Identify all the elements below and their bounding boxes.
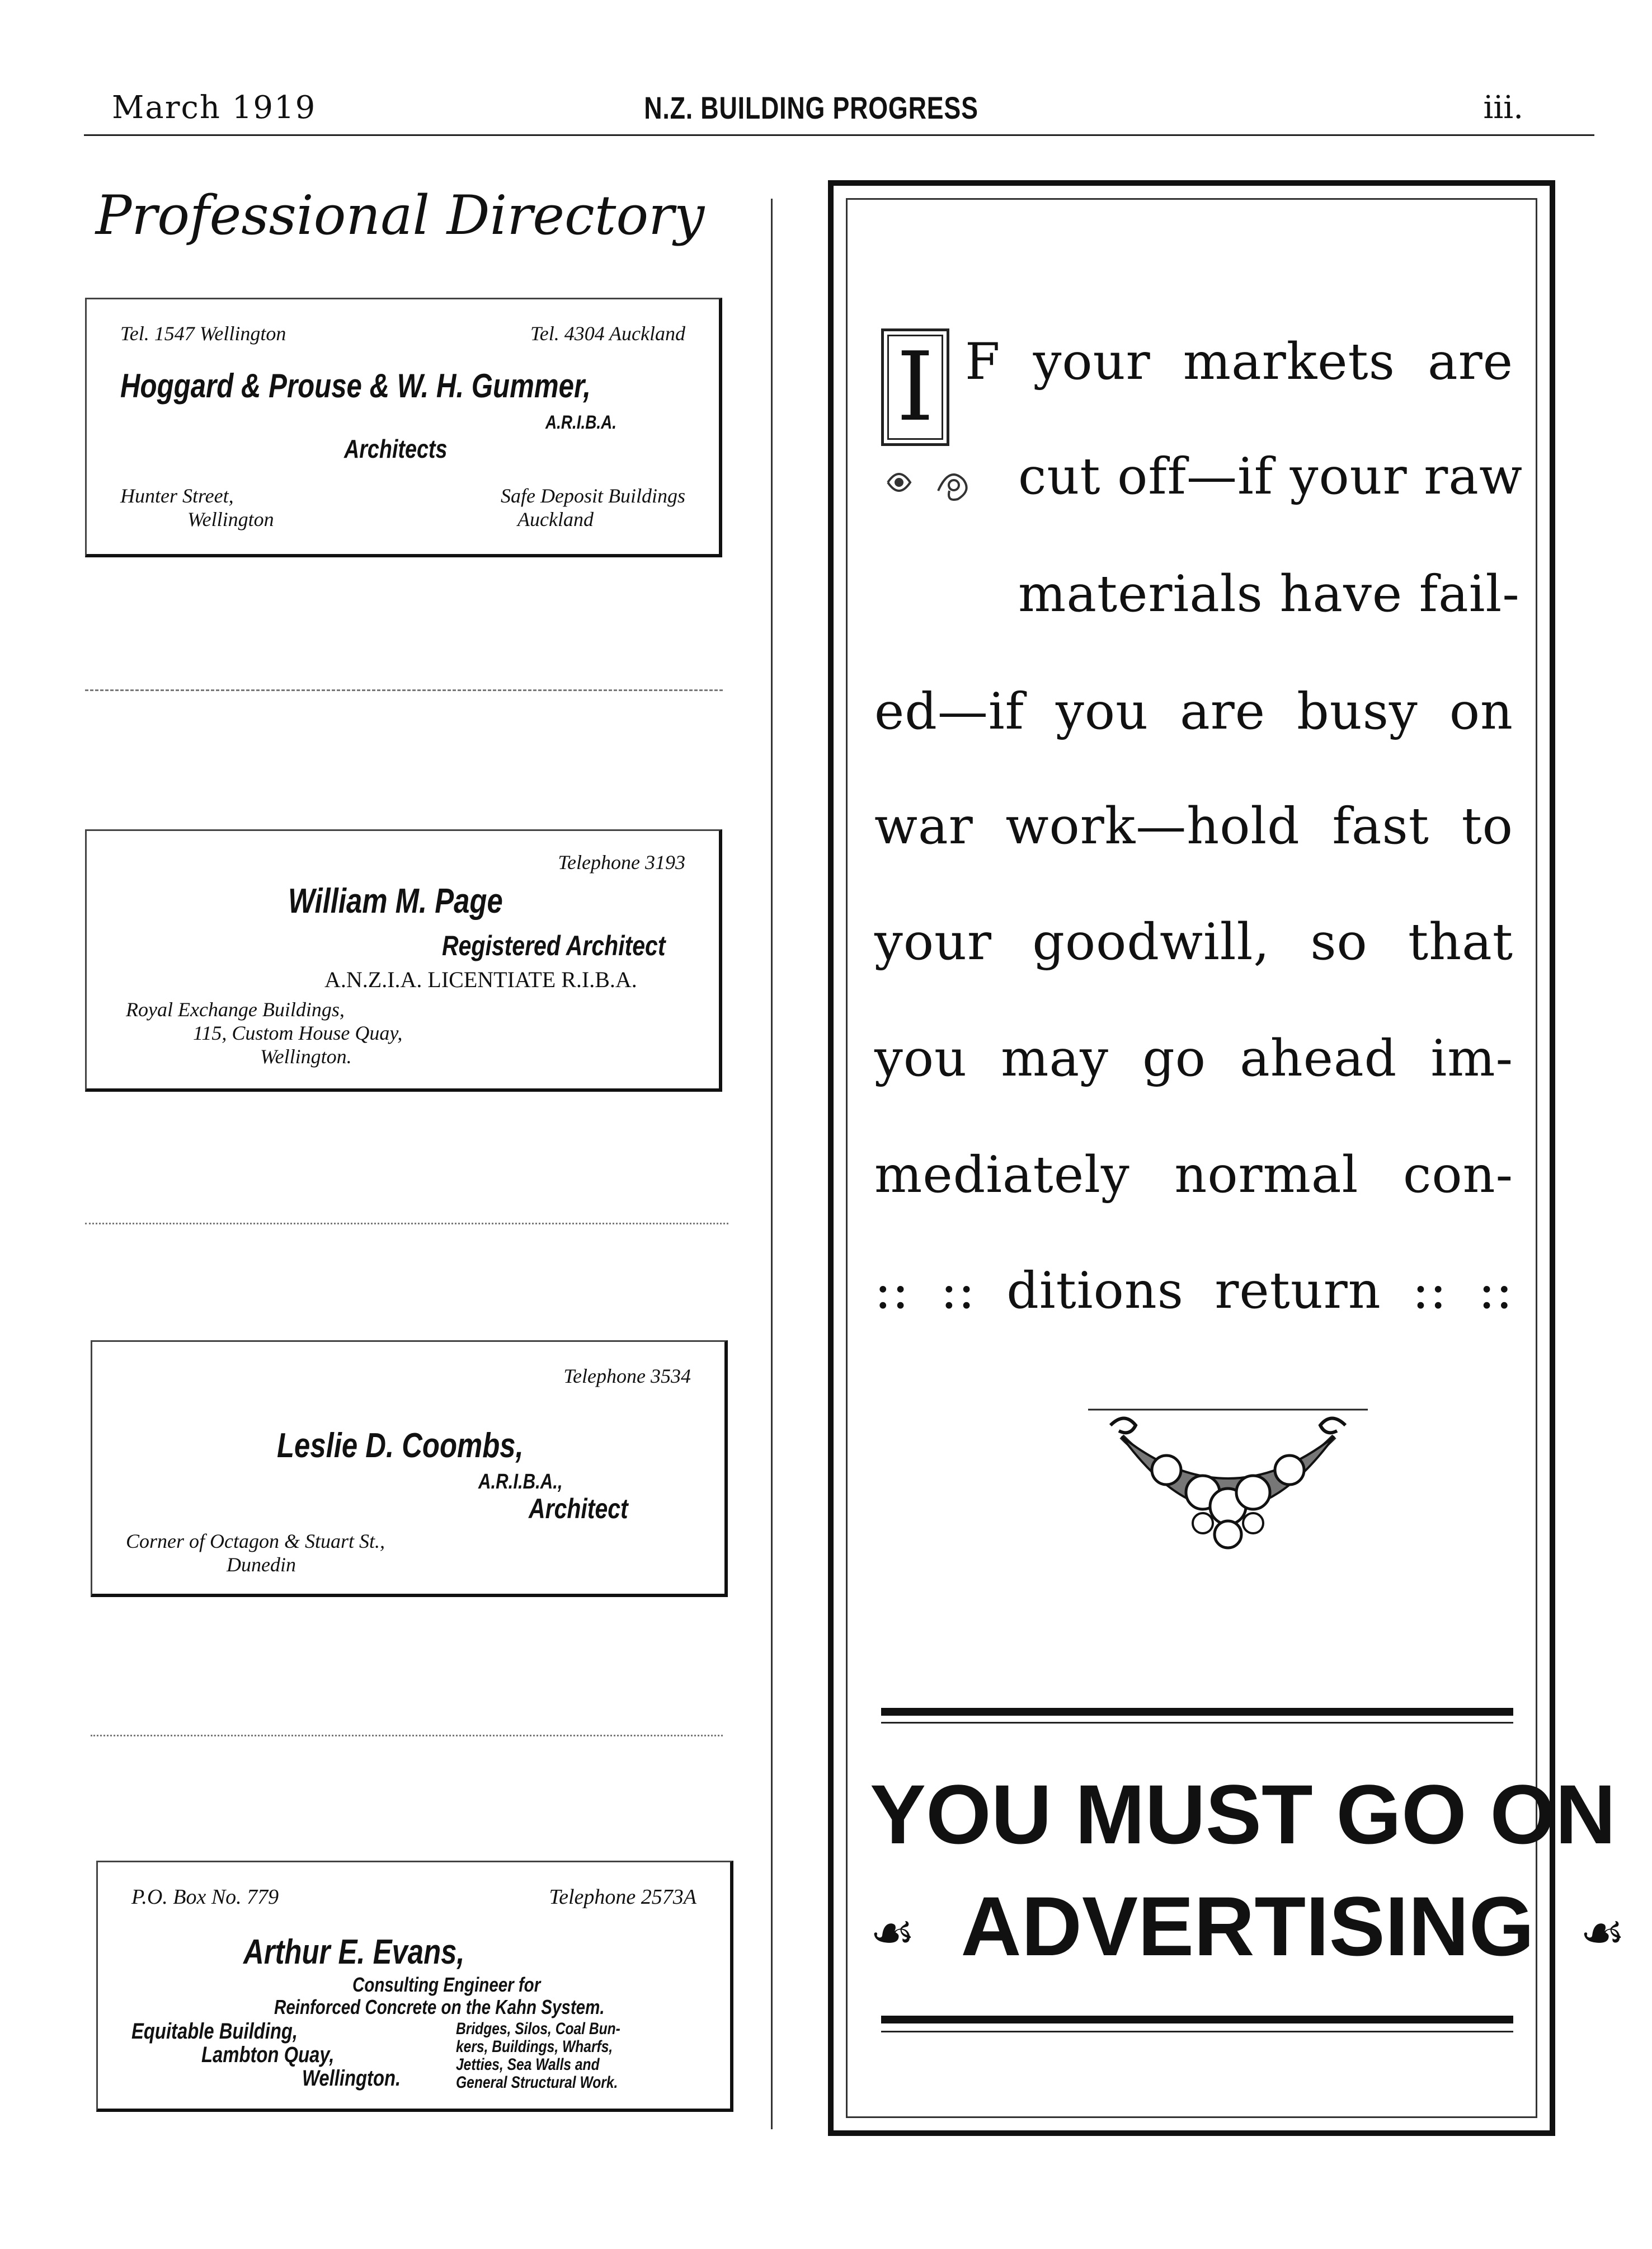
- card-po-box: P.O. Box No. 779: [131, 1885, 279, 1909]
- card-profession: Architect: [529, 1493, 628, 1524]
- advert-line-6: your goodwill, so that: [874, 913, 1513, 971]
- advert-line-7: you may go ahead im-: [874, 1029, 1513, 1088]
- advert-line-9: :: :: ditions return :: ::: [874, 1261, 1513, 1320]
- directory-card-leslie-d-coombs: [91, 1340, 728, 1597]
- card-profession: Registered Architect: [442, 930, 666, 961]
- advert-line-5: war work—hold fast to: [874, 797, 1513, 856]
- floral-garland-icon: [1082, 1403, 1373, 1588]
- card-profession-line-2: Reinforced Concrete on the Kahn System.: [274, 1996, 605, 2018]
- card-name: Arthur E. Evans,: [243, 1933, 465, 1971]
- card-qualification: A.R.I.B.A.,: [478, 1470, 563, 1494]
- card-profession-line-1: Consulting Engineer for: [352, 1973, 541, 1996]
- card-name: Leslie D. Coombs,: [277, 1426, 524, 1465]
- header-rule: [84, 134, 1594, 136]
- fleuron-left-icon: ☙: [870, 1903, 915, 1962]
- card-address-left-line-1: Hunter Street,: [120, 485, 234, 507]
- card-services-line-2: kers, Buildings, Wharfs,: [456, 2037, 613, 2056]
- slogan-line-2-wrap: [870, 1879, 1625, 1980]
- card-profession: Architects: [344, 434, 448, 463]
- card-name: Hoggard & Prouse & W. H. Gummer,: [120, 367, 591, 405]
- column-divider: [771, 199, 773, 2129]
- slogan-line-2: ADVERTISING: [961, 1879, 1535, 1973]
- card-telephone-right: Tel. 4304 Auckland: [530, 322, 685, 345]
- directory-card-hoggard-prouse-gummer: [85, 298, 722, 557]
- card-qualification: A.R.I.B.A.: [545, 412, 617, 433]
- card-name: William M. Page: [288, 882, 503, 921]
- card-address-line-3: Wellington.: [302, 2066, 401, 2091]
- directory-separator: [91, 1735, 723, 1736]
- slogan-bottom-rule: [881, 2016, 1513, 2023]
- card-address-left-line-2: Wellington: [187, 508, 274, 530]
- card-address-line-1: Corner of Octagon & Stuart St.,: [126, 1530, 385, 1552]
- card-services-line-3: Jetties, Sea Walls and: [456, 2055, 600, 2074]
- directory-card-william-m-page: [85, 829, 722, 1092]
- card-qualification: A.N.Z.I.A. LICENTIATE R.I.B.A.: [324, 967, 637, 992]
- directory-separator: [85, 1223, 728, 1224]
- advert-line-2: cut off—if your raw: [1018, 447, 1523, 506]
- advert-line-4: ed—if you are busy on: [874, 682, 1513, 741]
- card-services-line-1: Bridges, Silos, Coal Bun-: [456, 2020, 620, 2038]
- card-telephone-left: Tel. 1547 Wellington: [120, 322, 286, 345]
- directory-card-arthur-e-evans: [96, 1861, 733, 2112]
- card-address-line-3: Wellington.: [260, 1045, 352, 1068]
- publication-title: N.Z. BUILDING PROGRESS: [644, 90, 978, 125]
- advertisement-panel: [828, 180, 1625, 2136]
- fleuron-right-icon: ☙: [1580, 1903, 1625, 1962]
- advert-line-1: F your markets are: [965, 332, 1513, 391]
- card-address-right-line-2: Auckland: [517, 508, 594, 530]
- card-telephone: Telephone 2573A: [549, 1885, 696, 1909]
- advert-line-8: mediately normal con-: [874, 1145, 1513, 1204]
- issue-date: March 1919: [112, 90, 317, 126]
- slogan-top-thin-rule: [881, 1722, 1513, 1724]
- card-address-line-2: Lambton Quay,: [201, 2043, 335, 2067]
- directory-separator: [85, 689, 723, 691]
- page-number: iii.: [1483, 90, 1523, 126]
- flourish-icon: [882, 457, 983, 508]
- card-address-line-2: Dunedin: [227, 1553, 296, 1576]
- drop-cap: I: [881, 328, 949, 446]
- card-telephone: Telephone 3193: [558, 851, 685, 874]
- advertisement-inner-border: [846, 198, 1625, 2118]
- card-services-line-4: General Structural Work.: [456, 2073, 618, 2092]
- card-address-line-1: Royal Exchange Buildings,: [126, 998, 345, 1021]
- directory-title: Professional Directory: [95, 184, 705, 247]
- card-address-line-2: 115, Custom House Quay,: [193, 1022, 403, 1044]
- slogan-bottom-thin-rule: [881, 2031, 1513, 2032]
- card-address-line-1: Equitable Building,: [131, 2019, 298, 2044]
- card-telephone: Telephone 3534: [563, 1365, 691, 1387]
- card-address-right-line-1: Safe Deposit Buildings: [501, 485, 685, 507]
- advert-line-3: materials have fail-: [1018, 565, 1520, 623]
- slogan-top-rule: [881, 1708, 1513, 1716]
- slogan-line-1: YOU MUST GO ON: [870, 1767, 1616, 1861]
